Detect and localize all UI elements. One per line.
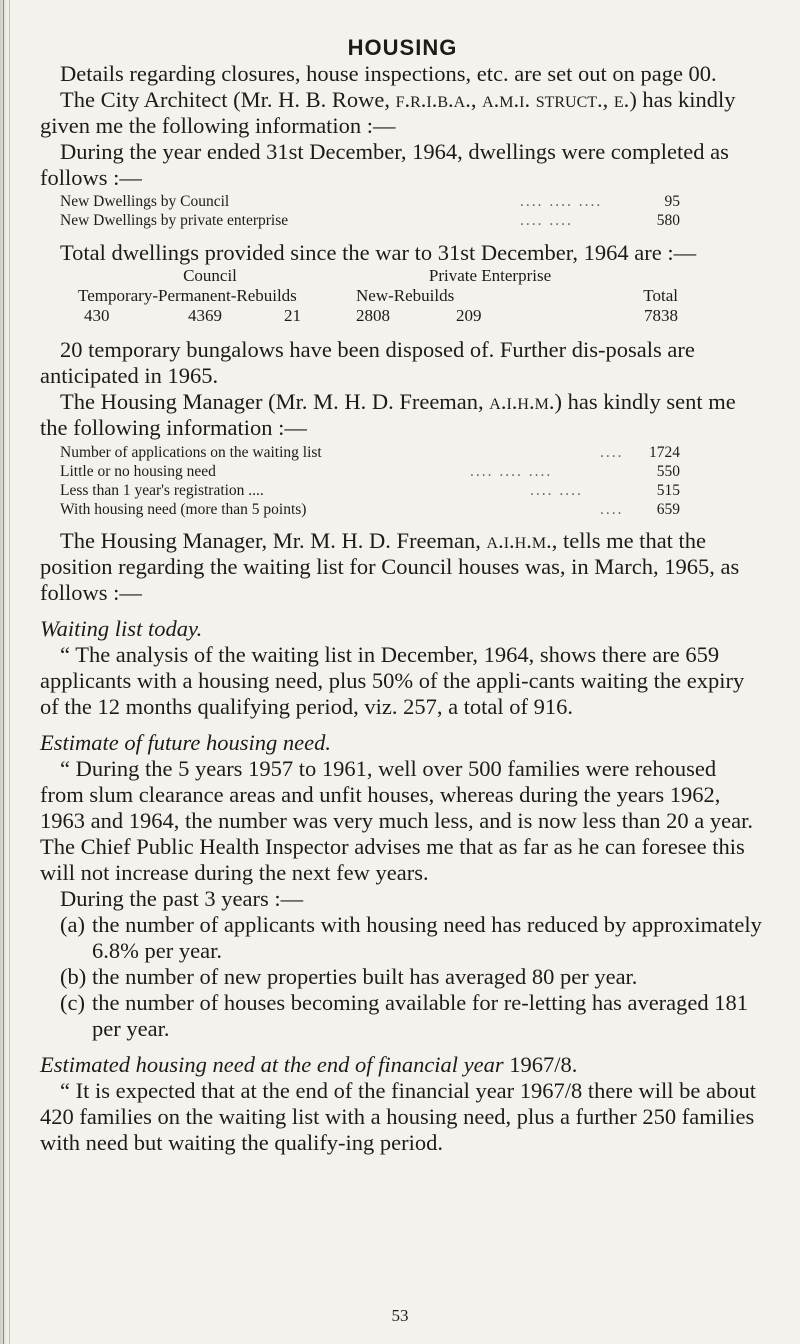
list-text: the number of new properties built has averaged 80 per year. bbox=[92, 964, 638, 989]
value-rebuilds: 21 bbox=[284, 306, 301, 325]
binding-line bbox=[9, 0, 10, 1344]
row-value: 95 bbox=[664, 193, 680, 210]
architect-qualifications: f.r.i.b.a., a.m.i. struct., e. bbox=[395, 87, 630, 112]
intro-paragraph: Details regarding closures, house inspections, etc. are set out on page 00. bbox=[60, 61, 717, 86]
table-row bbox=[60, 481, 680, 500]
binding-line bbox=[3, 0, 4, 1344]
manager-text: The Housing Manager (Mr. M. H. D. Freeman, bbox=[60, 389, 490, 414]
row-label: New Dwellings by Council bbox=[60, 193, 230, 210]
table-row bbox=[60, 192, 680, 211]
past-years-intro: During the past 3 years :— bbox=[60, 886, 304, 911]
row-label: With housing need (more than 5 points) bbox=[60, 501, 307, 518]
waiting-list-stats-table bbox=[60, 443, 680, 519]
row-label: Number of applications on the waiting list bbox=[60, 444, 322, 461]
value-temporary: 430 bbox=[84, 306, 110, 325]
page-title: HOUSING bbox=[347, 35, 458, 60]
row-value: 1724 bbox=[649, 444, 680, 461]
row-label: Less than 1 year's registration .... bbox=[60, 482, 264, 499]
list-text: the number of houses becoming available for re-letting has averaged 181 per year. bbox=[92, 990, 749, 1041]
leader-dots: .... .... bbox=[520, 212, 573, 229]
column-header-temp-perm-rebuilds: Temporary-Permanent-Rebuilds bbox=[78, 286, 297, 305]
manager-paragraph bbox=[40, 389, 765, 441]
estimate-paragraph: “ During the 5 years 1957 to 1961, well over 500 families were rehoused from slum clearance areas and unfit houses, whereas during the years 1962, 1963 and 1964, the number was very much less, and is now less than 20 a year. The Chief Public Health Inspector advises me that as far as he can foresee this will not increase during the next few years. bbox=[40, 756, 753, 885]
page-binding-edge bbox=[0, 0, 8, 1344]
manager-text-end: ) has kindly sent me the following information :— bbox=[40, 389, 736, 440]
past-years-list bbox=[40, 912, 765, 1042]
manager-qualifications: a.i.h.m. bbox=[489, 389, 555, 414]
row-label: Little or no housing need bbox=[60, 463, 216, 480]
heading-estimated-need bbox=[40, 1052, 765, 1078]
table-row bbox=[60, 462, 680, 481]
table-row bbox=[60, 211, 680, 230]
manager2-paragraph bbox=[40, 528, 765, 606]
leader-dots: .... .... .... bbox=[470, 463, 553, 480]
manager2-text: The Housing Manager, Mr. M. H. D. Freeman, bbox=[60, 528, 487, 553]
list-item bbox=[60, 990, 765, 1042]
leader-dots: .... .... .... bbox=[520, 193, 603, 210]
row-label: New Dwellings by private enterprise bbox=[60, 212, 289, 229]
estimated-need-paragraph: “ It is expected that at the end of the financial year 1967/8 there will be about 420 families on the waiting list with a housing need, plus a further 250 families with need but waiting the qualify-ing period. bbox=[40, 1078, 756, 1155]
list-marker: (a) bbox=[60, 912, 85, 937]
row-value: 659 bbox=[656, 501, 680, 518]
list-marker: (c) bbox=[60, 990, 85, 1015]
manager2-text-end: , tells me that the position regarding the waiting list for Council houses was, in March, 1965, as follows :— bbox=[40, 528, 740, 605]
row-value: 580 bbox=[656, 212, 680, 229]
completed-dwellings-table bbox=[60, 192, 680, 230]
header-council: Council bbox=[183, 266, 237, 285]
leader-dots: .... .... bbox=[530, 482, 583, 499]
manager2-qualifications: a.i.h.m. bbox=[486, 528, 552, 553]
leader-dots: .... bbox=[600, 444, 624, 461]
value-total: 7838 bbox=[644, 306, 678, 325]
value-private-rebuilds: 209 bbox=[456, 306, 482, 325]
row-value: 550 bbox=[656, 463, 680, 480]
heading-waiting-list: Waiting list today. bbox=[40, 616, 203, 641]
total-intro: Total dwellings provided since the war to 31st December, 1964 are :— bbox=[60, 240, 697, 265]
column-header-new-rebuilds: New-Rebuilds bbox=[356, 286, 455, 305]
page-number: 53 bbox=[391, 1306, 409, 1325]
column-header-total: Total bbox=[643, 286, 678, 305]
architect-text: The City Architect (Mr. H. B. Rowe, bbox=[60, 87, 396, 112]
bungalows-paragraph: 20 temporary bungalows have been disposed of. Further dis-posals are anticipated in 1965. bbox=[40, 337, 695, 388]
architect-text-end: ) has kindly given me the following information :— bbox=[40, 87, 736, 138]
list-marker: (b) bbox=[60, 964, 87, 989]
architect-paragraph bbox=[40, 87, 765, 139]
heading-estimated-text: Estimated housing need at the end of financial year bbox=[40, 1052, 504, 1077]
header-private-enterprise: Private Enterprise bbox=[428, 266, 552, 285]
list-item bbox=[60, 964, 765, 990]
document-page bbox=[40, 35, 765, 1156]
list-item bbox=[60, 912, 765, 964]
waiting-list-paragraph: “ The analysis of the waiting list in December, 1964, shows there are 659 applicants with a housing need, plus 50% of the appli-cants waiting the expiry of the 12 months qualifying period, viz. 257, a total of 916. bbox=[40, 642, 745, 719]
totals-table bbox=[78, 266, 678, 326]
value-permanent: 4369 bbox=[188, 306, 222, 325]
heading-estimated-year: 1967/8. bbox=[503, 1052, 578, 1077]
heading-estimate: Estimate of future housing need. bbox=[40, 730, 332, 755]
table-row bbox=[60, 500, 680, 519]
table-row bbox=[60, 443, 680, 462]
list-text: the number of applicants with housing need has reduced by approximately 6.8% per year. bbox=[92, 912, 762, 963]
completed-intro: During the year ended 31st December, 1964, dwellings were completed as follows :— bbox=[40, 139, 729, 190]
leader-dots: .... bbox=[600, 501, 624, 518]
row-value: 515 bbox=[656, 482, 680, 499]
value-new: 2808 bbox=[356, 306, 390, 325]
